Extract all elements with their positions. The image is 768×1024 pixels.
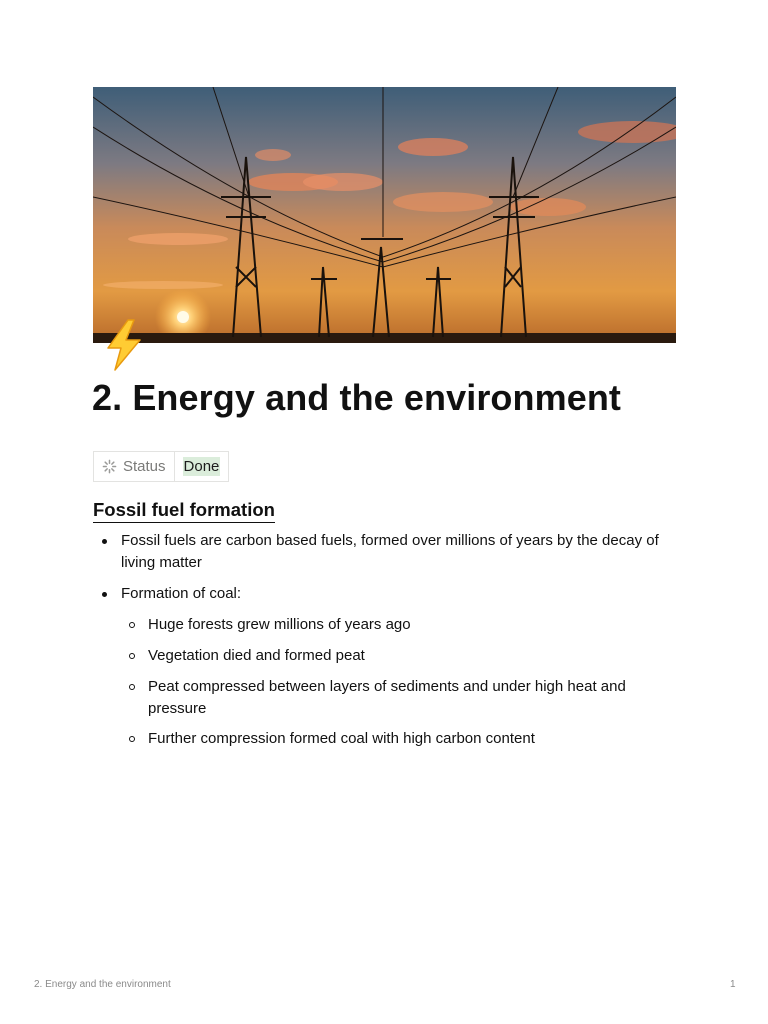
bullet-dot (102, 539, 107, 544)
bullet-circle (129, 653, 135, 659)
sub-list-item (93, 645, 683, 667)
status-label: Status (123, 458, 166, 475)
footer-title: 2. Energy and the environment (34, 979, 171, 990)
list-item (93, 583, 683, 605)
loading-spinner-icon (102, 459, 117, 474)
footer-page-number: 1 (730, 979, 736, 990)
list-item-text: Fossil fuels are carbon based fuels, formed over millions of years by the decay of living matter (121, 532, 659, 571)
status-badge: Done (183, 458, 220, 475)
bullet-circle (129, 622, 135, 628)
status-property[interactable] (93, 451, 229, 482)
status-value-cell[interactable] (175, 452, 229, 481)
sub-list-item (93, 676, 683, 720)
bullet-circle (129, 736, 135, 742)
bullet-list (93, 530, 683, 750)
sub-list-item-text: Further compression formed coal with high carbon content (148, 730, 535, 747)
lightning-icon[interactable] (102, 318, 146, 372)
section-heading: Fossil fuel formation (93, 499, 275, 523)
status-property-label-cell (94, 452, 175, 481)
sub-list-item-text: Huge forests grew millions of years ago (148, 616, 411, 633)
list-item (93, 530, 683, 574)
sub-list-item-text: Peat compressed between layers of sediments and under high heat and pressure (148, 678, 626, 717)
sub-list-item-text: Vegetation died and formed peat (148, 647, 365, 664)
sub-list-item (93, 728, 683, 750)
list-item-text: Formation of coal: (121, 585, 242, 602)
cover-image (93, 87, 676, 343)
bullet-dot (102, 592, 107, 597)
sub-list-item (93, 614, 683, 636)
bullet-circle (129, 684, 135, 690)
page-title: 2. Energy and the environment (92, 377, 622, 418)
